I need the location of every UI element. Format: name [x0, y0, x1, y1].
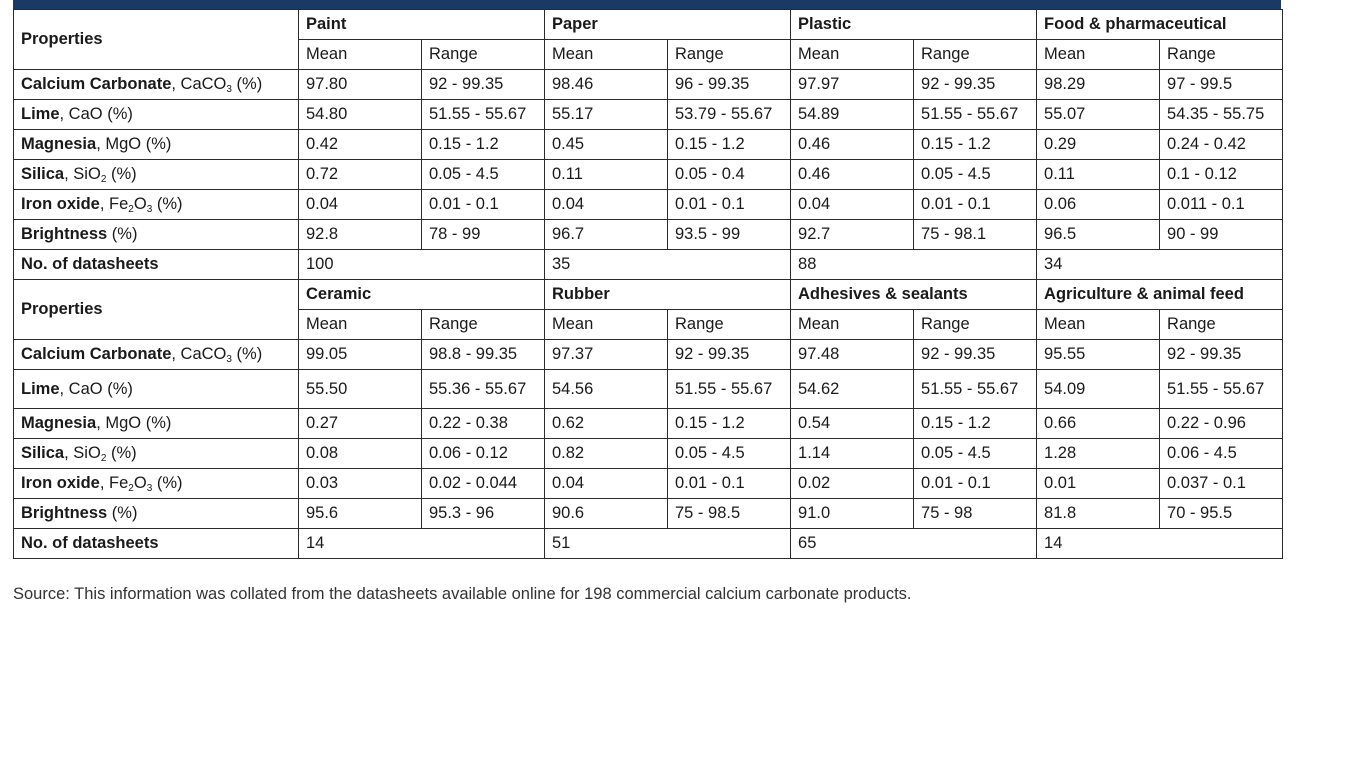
range-header: Range: [422, 310, 545, 340]
group-header: Ceramic: [299, 280, 545, 310]
cell-mean: 1.14: [791, 439, 914, 469]
cell-mean: 0.04: [545, 469, 668, 499]
group-header: Rubber: [545, 280, 791, 310]
properties-header: Properties: [14, 280, 299, 340]
cell-range: 0.011 - 0.1: [1160, 190, 1283, 220]
cell-range: 0.06 - 0.12: [422, 439, 545, 469]
cell-range: 0.15 - 1.2: [914, 409, 1037, 439]
table2-group-row: [14, 280, 1283, 310]
cell-mean: 97.48: [791, 340, 914, 370]
cell-range: 75 - 98: [914, 499, 1037, 529]
cell-mean: 55.07: [1037, 100, 1160, 130]
row-label-brightness: Brightness (%): [14, 220, 299, 250]
cell-mean: 54.09: [1037, 370, 1160, 409]
cell-range: 54.35 - 55.75: [1160, 100, 1283, 130]
cell-mean: 0.06: [1037, 190, 1160, 220]
table-row: [14, 409, 1283, 439]
cell-range: 0.01 - 0.1: [668, 469, 791, 499]
cell-range: 0.05 - 4.5: [914, 439, 1037, 469]
row-label-calcium-carbonate: Calcium Carbonate, CaCO$_3$ (%): [14, 340, 299, 370]
cell-range: 51.55 - 55.67: [1160, 370, 1283, 409]
cell-mean: 95.55: [1037, 340, 1160, 370]
cell-range: 93.5 - 99: [668, 220, 791, 250]
cell-range: 55.36 - 55.67: [422, 370, 545, 409]
cell-datasheets: 100: [299, 250, 545, 280]
cell-range: 0.22 - 0.96: [1160, 409, 1283, 439]
range-header: Range: [1160, 40, 1283, 70]
table-row: [14, 469, 1283, 499]
cell-range: 97 - 99.5: [1160, 70, 1283, 100]
cell-range: 70 - 95.5: [1160, 499, 1283, 529]
cell-mean: 0.29: [1037, 130, 1160, 160]
properties-table: [13, 9, 1283, 559]
cell-range: 0.05 - 0.4: [668, 160, 791, 190]
table-row: [14, 250, 1283, 280]
range-header: Range: [1160, 310, 1283, 340]
row-label-calcium-carbonate: Calcium Carbonate, CaCO$_3$ (%): [14, 70, 299, 100]
table-row: [14, 499, 1283, 529]
cell-mean: 0.82: [545, 439, 668, 469]
cell-mean: 0.42: [299, 130, 422, 160]
cell-mean: 0.11: [1037, 160, 1160, 190]
table-row: [14, 70, 1283, 100]
cell-mean: 0.08: [299, 439, 422, 469]
range-header: Range: [914, 310, 1037, 340]
mean-header: Mean: [545, 40, 668, 70]
cell-range: 92 - 99.35: [914, 70, 1037, 100]
table-row: [14, 529, 1283, 559]
cell-range: 75 - 98.1: [914, 220, 1037, 250]
row-label-lime: Lime, CaO (%): [14, 370, 299, 409]
cell-range: 0.15 - 1.2: [422, 130, 545, 160]
cell-mean: 0.04: [545, 190, 668, 220]
cell-mean: 55.50: [299, 370, 422, 409]
mean-header: Mean: [1037, 310, 1160, 340]
cell-mean: 54.80: [299, 100, 422, 130]
row-label-magnesia: Magnesia, MgO (%): [14, 130, 299, 160]
cell-mean: 96.5: [1037, 220, 1160, 250]
cell-range: 96 - 99.35: [668, 70, 791, 100]
group-header: Paper: [545, 10, 791, 40]
composition-tables: [13, 9, 1282, 559]
table1-group-row: [14, 10, 1283, 40]
cell-mean: 0.62: [545, 409, 668, 439]
mean-header: Mean: [545, 310, 668, 340]
cell-range: 0.05 - 4.5: [668, 439, 791, 469]
cell-mean: 0.02: [791, 469, 914, 499]
cell-range: 0.22 - 0.38: [422, 409, 545, 439]
cell-datasheets: 14: [1037, 529, 1283, 559]
cell-mean: 0.11: [545, 160, 668, 190]
mean-header: Mean: [299, 40, 422, 70]
cell-mean: 0.04: [299, 190, 422, 220]
header-accent-bar: [13, 0, 1281, 9]
group-header: Paint: [299, 10, 545, 40]
cell-range: 0.01 - 0.1: [668, 190, 791, 220]
cell-range: 0.02 - 0.044: [422, 469, 545, 499]
row-label-brightness: Brightness (%): [14, 499, 299, 529]
table-row: [14, 340, 1283, 370]
row-label-silica: Silica, SiO$_2$ (%): [14, 439, 299, 469]
cell-datasheets: 65: [791, 529, 1037, 559]
group-header: Plastic: [791, 10, 1037, 40]
cell-range: 0.037 - 0.1: [1160, 469, 1283, 499]
row-label-magnesia: Magnesia, MgO (%): [14, 409, 299, 439]
mean-header: Mean: [791, 40, 914, 70]
range-header: Range: [914, 40, 1037, 70]
mean-header: Mean: [791, 310, 914, 340]
cell-range: 51.55 - 55.67: [914, 100, 1037, 130]
table-row: [14, 439, 1283, 469]
cell-range: 51.55 - 55.67: [914, 370, 1037, 409]
cell-range: 92 - 99.35: [668, 340, 791, 370]
mean-header: Mean: [1037, 40, 1160, 70]
cell-mean: 54.62: [791, 370, 914, 409]
row-label-iron-oxide: Iron oxide, $Fe_2O_3$ (%): [14, 469, 299, 499]
properties-header: Properties: [14, 10, 299, 70]
table-row: [14, 370, 1283, 409]
row-label-silica: Silica, SiO$_2$ (%): [14, 160, 299, 190]
group-header: Adhesives & sealants: [791, 280, 1037, 310]
cell-range: 90 - 99: [1160, 220, 1283, 250]
cell-mean: 81.8: [1037, 499, 1160, 529]
cell-mean: 54.89: [791, 100, 914, 130]
cell-range: 98.8 - 99.35: [422, 340, 545, 370]
cell-mean: 0.45: [545, 130, 668, 160]
cell-range: 0.05 - 4.5: [422, 160, 545, 190]
cell-range: 75 - 98.5: [668, 499, 791, 529]
table-row: [14, 190, 1283, 220]
cell-mean: 0.46: [791, 160, 914, 190]
cell-mean: 98.29: [1037, 70, 1160, 100]
cell-mean: 0.04: [791, 190, 914, 220]
mean-header: Mean: [299, 310, 422, 340]
cell-range: 0.24 - 0.42: [1160, 130, 1283, 160]
cell-datasheets: 51: [545, 529, 791, 559]
row-label-datasheets: No. of datasheets: [14, 250, 299, 280]
cell-mean: 97.37: [545, 340, 668, 370]
cell-mean: 90.6: [545, 499, 668, 529]
cell-mean: 97.80: [299, 70, 422, 100]
cell-range: 51.55 - 55.67: [668, 370, 791, 409]
cell-datasheets: 35: [545, 250, 791, 280]
cell-mean: 96.7: [545, 220, 668, 250]
cell-mean: 0.27: [299, 409, 422, 439]
range-header: Range: [668, 40, 791, 70]
range-header: Range: [422, 40, 545, 70]
table-row: [14, 220, 1283, 250]
cell-mean: 99.05: [299, 340, 422, 370]
group-header: Agriculture & animal feed: [1037, 280, 1283, 310]
cell-range: 92 - 99.35: [422, 70, 545, 100]
cell-range: 0.01 - 0.1: [422, 190, 545, 220]
cell-range: 92 - 99.35: [1160, 340, 1283, 370]
cell-mean: 54.56: [545, 370, 668, 409]
table-row: [14, 100, 1283, 130]
cell-range: 0.15 - 1.2: [914, 130, 1037, 160]
cell-mean: 0.01: [1037, 469, 1160, 499]
cell-range: 51.55 - 55.67: [422, 100, 545, 130]
cell-datasheets: 88: [791, 250, 1037, 280]
cell-mean: 0.54: [791, 409, 914, 439]
row-label-iron-oxide: Iron oxide, $Fe_2O_3$ (%): [14, 190, 299, 220]
cell-mean: 0.66: [1037, 409, 1160, 439]
cell-range: 0.01 - 0.1: [914, 190, 1037, 220]
cell-mean: 91.0: [791, 499, 914, 529]
cell-mean: 97.97: [791, 70, 914, 100]
cell-range: 0.01 - 0.1: [914, 469, 1037, 499]
table-row: [14, 130, 1283, 160]
cell-mean: 0.72: [299, 160, 422, 190]
row-label-datasheets: No. of datasheets: [14, 529, 299, 559]
table-row: [14, 160, 1283, 190]
cell-mean: 98.46: [545, 70, 668, 100]
cell-mean: 95.6: [299, 499, 422, 529]
cell-range: 0.15 - 1.2: [668, 409, 791, 439]
cell-datasheets: 34: [1037, 250, 1283, 280]
cell-range: 0.05 - 4.5: [914, 160, 1037, 190]
cell-mean: 1.28: [1037, 439, 1160, 469]
range-header: Range: [668, 310, 791, 340]
cell-mean: 92.8: [299, 220, 422, 250]
cell-range: 0.15 - 1.2: [668, 130, 791, 160]
cell-mean: 0.46: [791, 130, 914, 160]
cell-range: 78 - 99: [422, 220, 545, 250]
cell-range: 95.3 - 96: [422, 499, 545, 529]
cell-datasheets: 14: [299, 529, 545, 559]
row-label-lime: Lime, CaO (%): [14, 100, 299, 130]
cell-range: 92 - 99.35: [914, 340, 1037, 370]
cell-range: 0.1 - 0.12: [1160, 160, 1283, 190]
cell-range: 0.06 - 4.5: [1160, 439, 1283, 469]
cell-range: 53.79 - 55.67: [668, 100, 791, 130]
group-header: Food & pharmaceutical: [1037, 10, 1283, 40]
source-note: Source: This information was collated from the datasheets available online for 198 commercial calcium carbonate products.: [13, 585, 912, 603]
cell-mean: 55.17: [545, 100, 668, 130]
cell-mean: 92.7: [791, 220, 914, 250]
cell-mean: 0.03: [299, 469, 422, 499]
